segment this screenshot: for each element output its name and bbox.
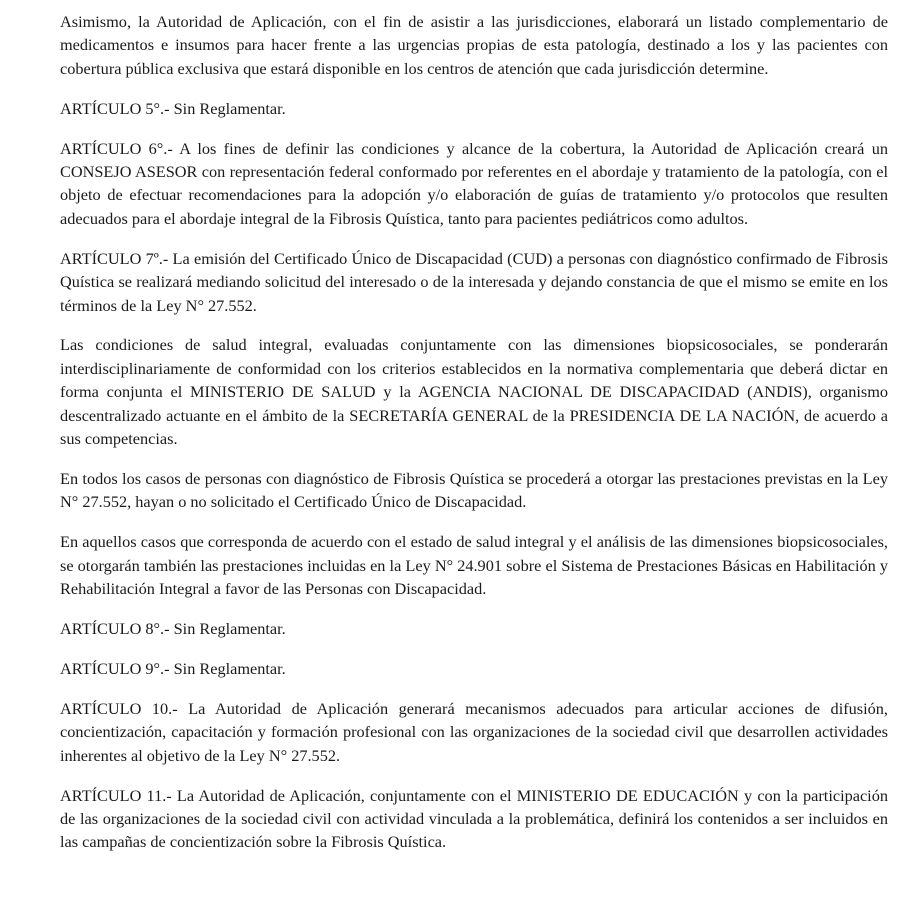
article-10: ARTÍCULO 10.- La Autoridad de Aplicación generará mecanismos adecuados para articular acciones de difusión, concientización, capacitación y formación profesional con las organizaciones de la sociedad civil que desarrollen actividades inherentes al objetivo de la Ley N° 27.552. [60,698,888,765]
article-5: ARTÍCULO 5°.- Sin Reglamentar. [60,98,286,118]
article-8: ARTÍCULO 8°.- Sin Reglamentar. [60,619,286,639]
article-7: ARTÍCULO 7º.- La emisión del Certificado Único de Discapacidad (CUD) a personas con diagnóstico confirmado de Fibrosis Quística se realizará mediando solicitud del interesado o de la interesada y dejando constancia de que el mismo se emite en los términos de la Ley N° 27.552. [60,248,888,315]
article-11: ARTÍCULO 11.- La Autoridad de Aplicación, conjuntamente con el MINISTERIO DE EDUCACIÓN y con la participación de las organizaciones de la sociedad civil con actividad vinculada a la problemática, definirá los contenidos a ser incluidos en las campañas de concientización sobre la Fibrosis Quística. [60,785,888,852]
paragraph-prestaciones-ley-27552: En todos los casos de personas con diagnóstico de Fibrosis Quística se procederá a otorgar las prestaciones previstas en la Ley N° 27.552, hayan o no solicitado el Certificado Único de Discapacidad. [60,469,888,512]
article-9: ARTÍCULO 9°.- Sin Reglamentar. [60,658,286,678]
paragraph-condiciones-salud: Las condiciones de salud integral, evaluadas conjuntamente con las dimensiones biopsicosociales, se ponderarán interdisciplinariamente de conformidad con los criterios establecidos en la normativa complementaria que deberá dictar en forma conjunta el MINISTERIO DE SALUD y la AGENCIA NACIONAL DE DISCAPACIDAD (ANDIS), organismo descentralizado actuante en el ámbito de la SECRETARÍA GENERAL de la PRESIDENCIA DE LA NACIÓN, de acuerdo a sus competencias. [60,335,888,449]
article-6: ARTÍCULO 6°.- A los fines de definir las condiciones y alcance de la cobertura, la Autoridad de Aplicación creará un CONSEJO ASESOR con representación federal conformado por referentes en el abordaje y tratamiento de la patología, con el objeto de efectuar recomendaciones para la adopción y/o elaboración de guías de tratamiento y/o protocolos que resulten adecuados para el abordaje integral de la Fibrosis Quística, tanto para pacientes pediátricos como adultos. [60,138,888,228]
document-page [60,10,888,870]
paragraph-prestaciones-ley-24901: En aquellos casos que corresponda de acuerdo con el estado de salud integral y el análisis de las dimensiones biopsicosociales, se otorgarán también las prestaciones incluidas en la Ley N° 24.901 sobre el Sistema de Prestaciones Básicas en Habilitación y Rehabilitación Integral a favor de las Personas con Discapacidad. [60,532,888,599]
paragraph-listado-complementario: Asimismo, la Autoridad de Aplicación, con el fin de asistir a las jurisdicciones, elaborará un listado complementario de medicamentos e insumos para hacer frente a las urgencias propias de esta patología, destinado a los y las pacientes con cobertura pública exclusiva que estará disponible en los centros de atención que cada jurisdicción determine. [60,12,888,78]
